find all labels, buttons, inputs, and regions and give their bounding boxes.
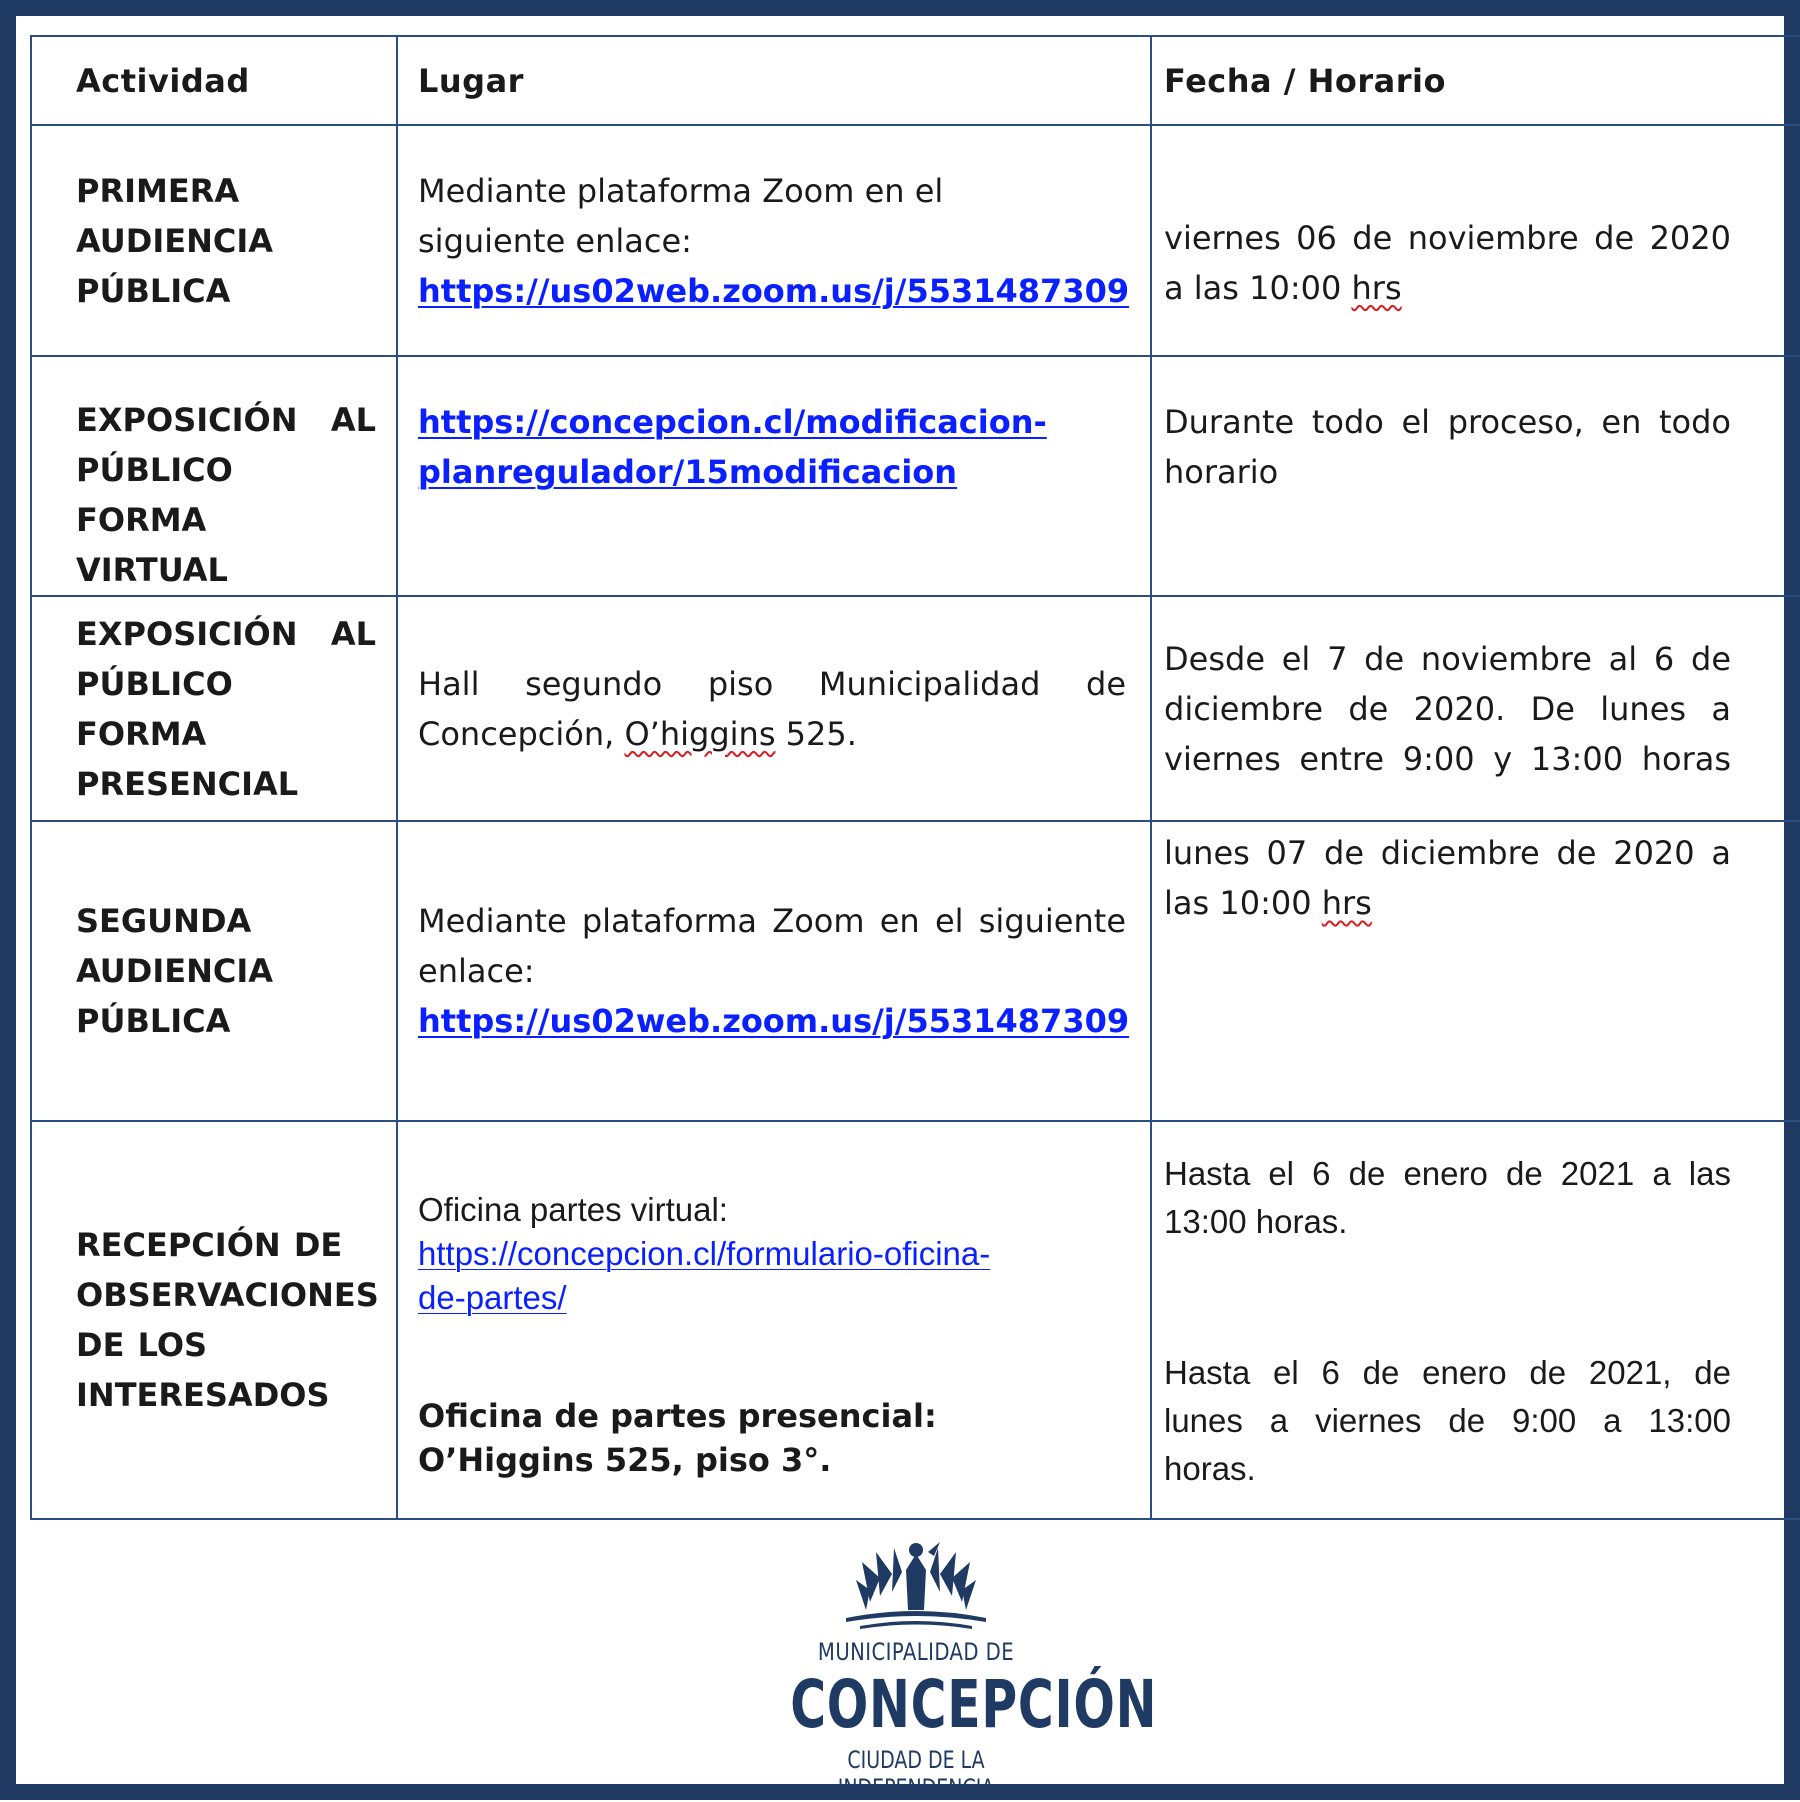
- date-line: horas.: [1164, 1450, 1256, 1487]
- activity-line: DE LOS: [76, 1326, 208, 1364]
- spellcheck-word: hrs: [1321, 884, 1372, 922]
- date-line: las 10:00: [1164, 884, 1322, 922]
- activity-line: PÚBLICA: [76, 271, 231, 310]
- table-row: [31, 596, 1800, 821]
- schedule-table: [30, 35, 1800, 1520]
- logo-line-municipalidad: MUNICIPALIDAD DE: [817, 1638, 1015, 1666]
- activity-line: PRESENCIAL: [76, 764, 299, 803]
- place-cell: [397, 596, 1151, 821]
- activity-cell: [31, 596, 397, 821]
- table-row: [31, 1121, 1800, 1519]
- place-line: 525.: [775, 714, 857, 753]
- activity-line: AUDIENCIA: [76, 952, 274, 990]
- spellcheck-word: hrs: [1351, 268, 1402, 307]
- header-row: [31, 36, 1800, 125]
- link-line: de-partes/: [418, 1279, 567, 1316]
- date-line: viernes entre 9:00 y 13:00 horas: [1164, 739, 1731, 778]
- date-line: Hasta el 6 de enero de 2021, de: [1164, 1354, 1731, 1391]
- place-cell: [397, 821, 1151, 1121]
- date-line: lunes 07 de diciembre de 2020 a: [1164, 834, 1731, 872]
- activity-cell: [31, 356, 397, 596]
- date-line: a las 10:00: [1164, 268, 1352, 307]
- date-line: lunes a viernes de 9:00 a 13:00: [1164, 1402, 1731, 1439]
- activity-line: PÚBLICO FORMA: [76, 451, 233, 539]
- presencial-office-address: O’Higgins 525, piso 3°.: [418, 1441, 832, 1479]
- activity-cell: [31, 1121, 397, 1519]
- date-line: Durante todo el proceso, en todo: [1164, 403, 1731, 441]
- date-cell: [1151, 125, 1800, 356]
- table-row: [31, 356, 1800, 596]
- modificacion-link[interactable]: [418, 403, 1047, 491]
- place-cell: [397, 125, 1151, 356]
- activity-line: EXPOSICIÓN AL: [76, 614, 376, 653]
- activity-line: OBSERVACIONES: [76, 1276, 379, 1314]
- link-line: https://concepcion.cl/formulario-oficina-: [418, 1235, 991, 1272]
- crest-icon: [836, 1540, 996, 1632]
- presencial-office-label: Oficina de partes presencial:: [418, 1397, 937, 1435]
- activity-line: PÚBLICO FORMA: [76, 664, 233, 753]
- municipal-logo: [756, 1540, 1158, 1802]
- activity-line: INTERESADOS: [76, 1376, 330, 1414]
- date-line: Hasta el 6 de enero de 2021 a las: [1164, 1155, 1731, 1192]
- formulario-link[interactable]: [418, 1232, 1126, 1320]
- place-line: enlace:: [418, 952, 535, 990]
- logo-line-concepcion: CONCEPCIÓN: [790, 1666, 1158, 1743]
- place-cell: [397, 1121, 1151, 1519]
- logo-line-ciudad: CIUDAD DE LA INDEPENDENCIA: [837, 1746, 995, 1802]
- place-line: Mediante plataforma Zoom en el: [418, 171, 944, 210]
- place-line: siguiente enlace:: [418, 221, 692, 260]
- date-cell: [1151, 356, 1800, 596]
- header-lugar: Lugar: [397, 36, 1151, 125]
- zoom-link[interactable]: https://us02web.zoom.us/j/5531487309: [418, 271, 1130, 310]
- date-line: Desde el 7 de noviembre al 6 de: [1164, 639, 1731, 678]
- activity-line: PÚBLICA: [76, 1002, 231, 1040]
- activity-line: PRIMERA: [76, 171, 240, 210]
- place-cell: [397, 356, 1151, 596]
- activity-line: RECEPCIÓN DE: [76, 1226, 343, 1264]
- virtual-office-label: Oficina partes virtual:: [418, 1191, 728, 1228]
- table-row: [31, 821, 1800, 1121]
- activity-line: EXPOSICIÓN AL: [76, 401, 376, 439]
- date-cell: [1151, 821, 1800, 1121]
- date-line: diciembre de 2020. De lunes a: [1164, 689, 1731, 728]
- date-line: 13:00 horas.: [1164, 1203, 1348, 1240]
- link-line: planregulador/15modificacion: [418, 453, 958, 491]
- activity-cell: [31, 821, 397, 1121]
- spellcheck-word: O’higgins: [624, 714, 776, 753]
- activity-line: VIRTUAL: [76, 551, 228, 589]
- header-actividad: Actividad: [31, 36, 397, 125]
- date-line: viernes 06 de noviembre de 2020: [1164, 218, 1731, 257]
- date-line: horario: [1164, 453, 1279, 491]
- link-line: https://concepcion.cl/modificacion-: [418, 403, 1047, 441]
- activity-cell: [31, 125, 397, 356]
- place-line: Hall segundo piso Municipalidad de: [418, 664, 1126, 703]
- header-fecha-horario: Fecha / Horario: [1151, 36, 1800, 125]
- activity-line: SEGUNDA: [76, 902, 252, 940]
- zoom-link[interactable]: https://us02web.zoom.us/j/5531487309: [418, 1002, 1130, 1040]
- place-line: Concepción,: [418, 714, 625, 753]
- date-cell: [1151, 1121, 1800, 1519]
- place-line: Mediante plataforma Zoom en el siguiente: [418, 902, 1126, 940]
- date-cell: [1151, 596, 1800, 821]
- table-row: [31, 125, 1800, 356]
- activity-line: AUDIENCIA: [76, 221, 274, 260]
